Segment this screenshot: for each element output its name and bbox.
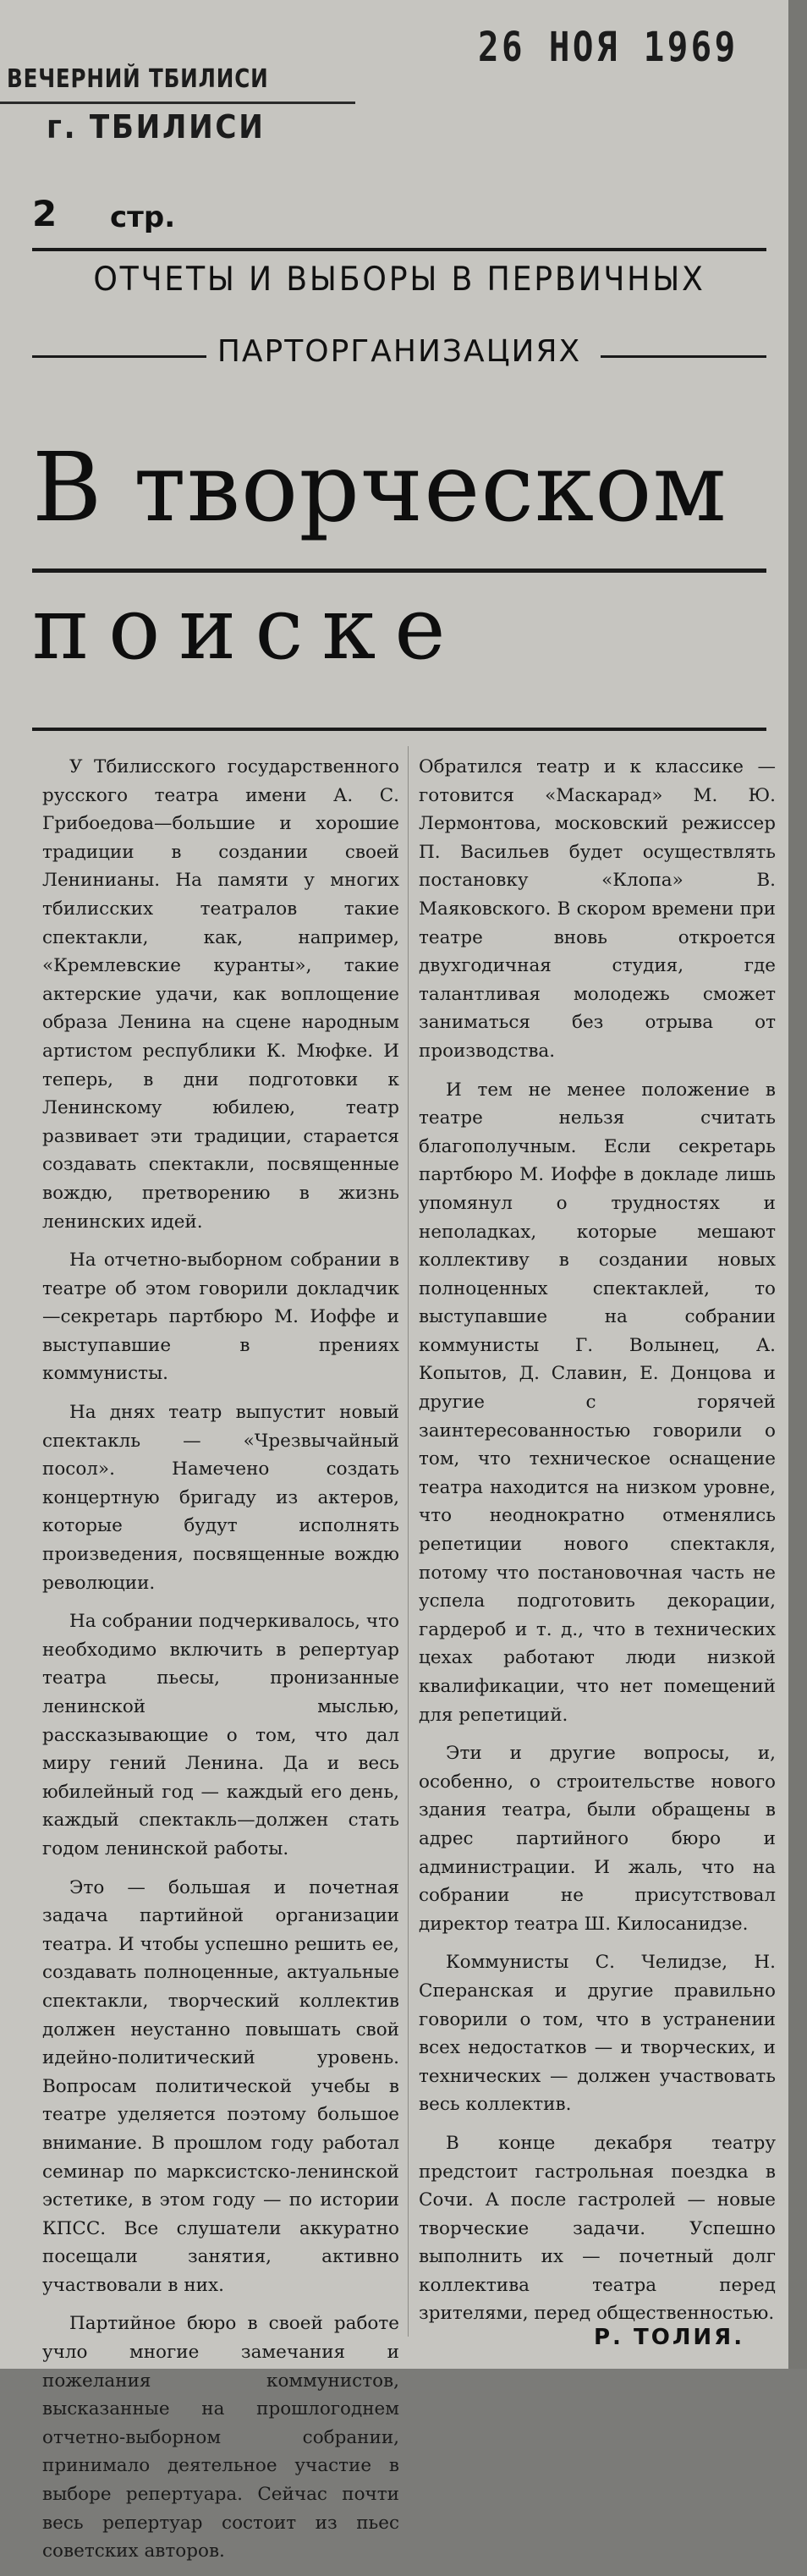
paragraph: Обратился театр и к классике — готовится «Маскарад» М. Ю. Лермонтова, московский режиссер П. Васильев будет осуществлять постановку «Клопа» В. Маяковского. В скором времени при театре вновь откроется двухгодичная студия, где талантливая молодежь сможет заниматься без отрыва от производства. (419, 756, 776, 1062)
rubric-line-2: ПАРТОРГАНИЗАЦИЯХ (217, 334, 582, 369)
newspaper-name-stamp: ВЕЧЕРНИЙ ТБИЛИСИ (7, 64, 269, 94)
date-stamp: 26 НОЯ 1969 (478, 24, 738, 71)
page-abbreviation: стр. (110, 200, 176, 234)
paragraph: На отчетно-выборном собрании в театре об этом говорили докладчик—секретарь партбюро М. Иоффе и выступавшие в прениях коммунисты. (42, 1250, 399, 1385)
headline-rule (32, 568, 766, 573)
stamp-divider (0, 102, 355, 104)
headline-line-2: поиске (32, 579, 464, 679)
headline-bottom-rule (32, 728, 766, 731)
top-rule (32, 248, 766, 251)
paragraph: И тем не менее положение в театре нельзя считать благополучным. Если секретарь партбюро М. Иоффе в докладе лишь упомянул о трудностях и неполадках, которые мешают коллективу в создании новых полноценных спектаклей, то выступавшие на собрании коммунисты Г. Волынец, А. Копытов, Д. Славин, Е. Донцова и другие с горячей заинтересованностью говорили о том, что техническое оснащение театра находится на низком уровне, что неоднократно отменялись репетиции нового спектакля, потому что постановочная часть не успела подготовить декорации, гардероб и т. д., что в технических цехах работают люди низкой квалификации, что нет помещений для репетиций. (419, 1079, 776, 1726)
rubric-line-1: ОТЧЕТЫ И ВЫБОРЫ В ПЕРВИЧНЫХ (93, 261, 705, 299)
author-signature: Р. ТОЛИЯ. (594, 2325, 745, 2350)
paragraph: Коммунисты С. Челидзе, Н. Сперанская и другие правильно говорили о том, что в устранении всех недостатков — и творческих, и технических — должен участвовать весь коллектив. (419, 1952, 776, 2116)
headline-line-1: В творческом (32, 433, 727, 543)
city-stamp: г. ТБИЛИСИ (47, 108, 266, 146)
paragraph: В конце декабря театру предстоит гастрольная поездка в Сочи. А после гастролей — новые творческие задачи. Успешно выполнить их — почетный долг коллектива театра перед зрителями, перед общественностью. (419, 2132, 776, 2325)
article-column-right (419, 753, 776, 2338)
article-column-left (42, 753, 399, 2576)
column-divider (408, 746, 409, 2337)
paragraph: Это — большая и почетная задача партийной организации театра. И чтобы успешно решить ее, создавать полноценные, актуальные спектакли, творческий коллектив должен неустанно повышать свой идейно-политический уровень. Вопросам политической учебы в театре уделяется поэтому большое внимание. В прошлом году работал семинар по марксистско-ленинской эстетике, в этом году — по истории КПСС. Все слушатели аккуратно посещали занятия, активно участвовали в них. (42, 1876, 399, 2296)
paragraph: На собрании подчеркивалось, что необходимо включить в репертуар театра пьесы, пронизанные ленинской мыслью, рассказывающие о том, что дал миру гений Ленина. Да и весь юбилейный год — каждый его день, каждый спектакль—должен стать годом ленинской работы. (42, 1611, 399, 1859)
rubric-rule-right (601, 355, 766, 358)
paragraph: У Тбилисского государственного русского театра имени А. С. Грибоедова—большие и хорошие традиции в создании своей Ленинианы. На памяти у многих тбилисских театралов такие спектакли, как, например, «Кремлевские куранты», такие актерские удачи, как воплощение образа Ленина на сцене народным артистом республики К. Мюфке. И теперь, в дни подготовки к Ленинскому юбилею, театр развивает эти традиции, старается создавать спектакли, посвященные вождю, претворению в жизнь ленинских идей. (42, 756, 399, 1233)
paragraph: На днях театр выпустит новый спектакль — «Чрезвычайный посол». Намечено создать концертную бригаду из актеров, которые будут исполнять произведения, посвященные вождю революции. (42, 1402, 399, 1594)
paragraph: Партийное бюро в своей работе учло многие замечания и пожелания коммунистов, высказанные на прошлогоднем отчетно-выборном собрании, принимало деятельное участие в выборе репертуара. Сейчас почти весь репертуар состоит из пьес советских авторов. (42, 2313, 399, 2562)
page-number: 2 (32, 193, 58, 234)
photo-edge-shadow (788, 0, 807, 2369)
paragraph: Эти и другие вопросы, и, особенно, о строительстве нового здания театра, были обращены в адрес партийного бюро и администрации. И жаль, что на собрании не присутствовал директор театра Ш. Килосанидзе. (419, 1743, 776, 1935)
